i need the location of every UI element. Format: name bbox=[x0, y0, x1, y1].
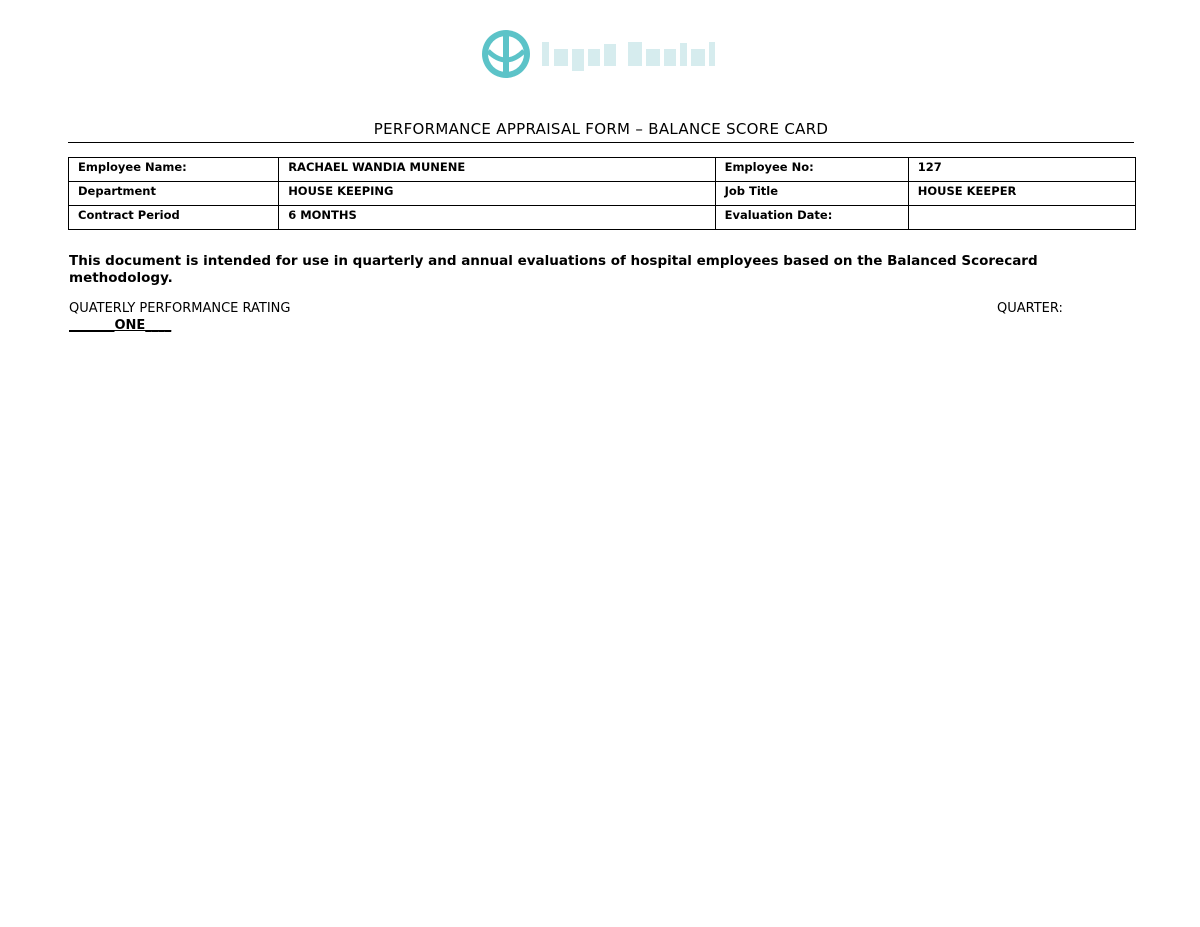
evaluation-date-label: Evaluation Date: bbox=[715, 206, 908, 230]
intro-paragraph: This document is intended for use in quarterly and annual evaluations of hospital employees based on the Balanced Scorecard methodology. bbox=[69, 253, 1038, 286]
contract-period-value: 6 MONTHS bbox=[279, 206, 715, 230]
page-title: PERFORMANCE APPRAISAL FORM – BALANCE SCORE CARD bbox=[373, 120, 829, 138]
quarter-label: QUARTER: bbox=[997, 301, 1063, 316]
department-label: Department bbox=[69, 182, 279, 206]
contract-period-label: Contract Period bbox=[69, 206, 279, 230]
evaluation-date-value bbox=[908, 206, 1135, 230]
hospital-logo bbox=[478, 27, 748, 83]
title-divider bbox=[68, 142, 1134, 143]
job-title-value: HOUSE KEEPER bbox=[908, 182, 1135, 206]
table-row bbox=[69, 158, 1136, 182]
employee-name-value: RACHAEL WANDIA MUNENE bbox=[279, 158, 715, 182]
table-row bbox=[69, 206, 1136, 230]
hospital-cross-logo-icon bbox=[478, 27, 748, 83]
quarterly-rating-label: QUATERLY PERFORMANCE RATING bbox=[69, 301, 291, 316]
job-title-label: Job Title bbox=[715, 182, 908, 206]
department-value: HOUSE KEEPING bbox=[279, 182, 715, 206]
employee-no-value: 127 bbox=[908, 158, 1135, 182]
employee-no-label: Employee No: bbox=[715, 158, 908, 182]
table-row bbox=[69, 182, 1136, 206]
employee-name-label: Employee Name: bbox=[69, 158, 279, 182]
quarter-value: _______ONE____ bbox=[69, 318, 172, 333]
employee-info-table bbox=[68, 157, 1136, 230]
